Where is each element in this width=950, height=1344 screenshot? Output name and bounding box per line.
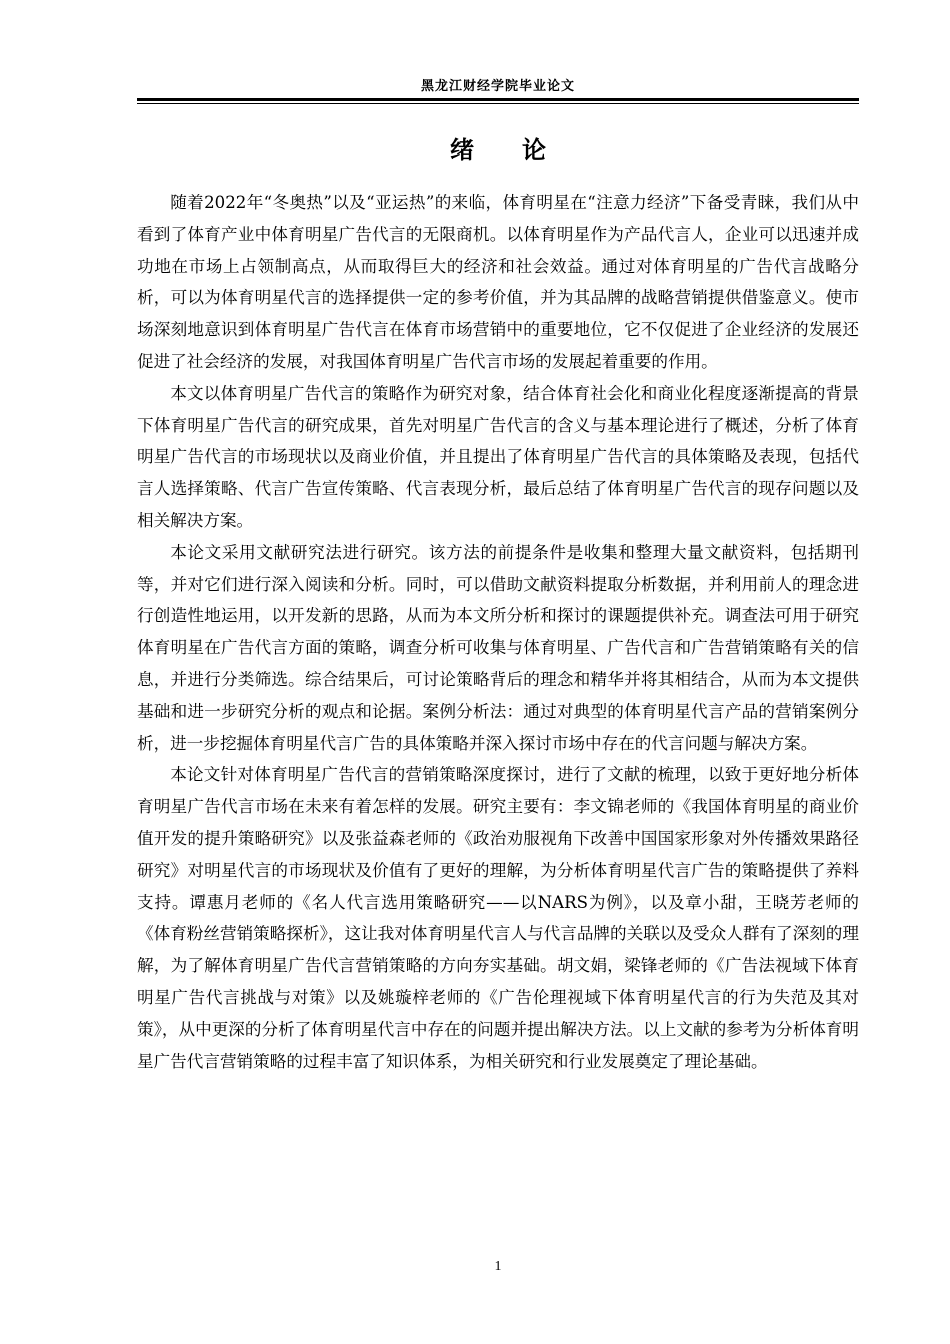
chapter-title: 绪 论 (450, 136, 546, 164)
page-number: 1 (494, 1259, 502, 1274)
paragraph-literature-review: 本论文针对体育明星广告代言的营销策略深度探讨，进行了文献的梳理，以致于更好地分析体育明星广告代言市场在未来有着怎样的发展。研究主要有：李文锦老师的《我国体育明星的商业价值开发的提升策略研究》以及张益森老师的《政治劝服视角下改善中国国家形象对外传播效果路径研究》对明星代言的市场现状及价值有了更好的理解，为分析体育明星代言广告的策略提供了养料支持。谭惠月老师的《名人代言选用策略研究——以NARS为例》，以及章小甜，王晓芳老师的《体育粉丝营销策略探析》，这让我对体育明星代言人与代言品牌的关联以及受众人群有了深刻的理解，为了解体育明星广告代言营销策略的方向夯实基础。胡文娟，梁锋老师的《广告法视域下体育明星广告代言挑战与对策》以及姚璇梓老师的《广告伦理视域下体育明星代言的行为失范及其对策》，从中更深的分析了体育明星代言中存在的问题并提出解决方法。以上文献的参考为分析体育明星广告代言营销策略的过程丰富了知识体系，为相关研究和行业发展奠定了理论基础。 (137, 765, 859, 1071)
body-text (137, 187, 859, 1077)
paragraph-research-methods: 本论文采用文献研究法进行研究。该方法的前提条件是收集和整理大量文献资料，包括期刊等，并对它们进行深入阅读和分析。同时，可以借助文献资料提取分析数据，并利用前人的理念进行创造性地运用，以开发新的思路，从而为本文所分析和探讨的课题提供补充。调查法可用于研究体育明星在广告代言方面的策略，调查分析可收集与体育明星、广告代言和广告营销策略有关的信息，并进行分类筛选。综合结果后，可讨论策略背后的理念和精华并将其相结合，从而为本文提供基础和进一步研究分析的观点和论据。案例分析法：通过对典型的体育明星代言产品的营销案例分析，进一步挖掘体育明星代言广告的具体策略并深入探讨市场中存在的代言问题与解决方案。 (137, 542, 859, 753)
header-rule-thick (137, 98, 859, 101)
header-rule-thin (137, 103, 859, 104)
paragraph-research-object: 本文以体育明星广告代言的策略作为研究对象，结合体育社会化和商业化程度逐渐提高的背景下体育明星广告代言的研究成果，首先对明星广告代言的含义与基本理论进行了概述，分析了体育明星广告代言的市场现状以及商业价值，并且提出了体育明星广告代言的具体策略及表现，包括代言人选择策略、代言广告宣传策略、代言表现分析，最后总结了体育明星广告代言的现存问题以及相关解决方案。 (137, 383, 859, 530)
paragraph-intro-background: 随着2022年“冬奥热”以及“亚运热”的来临，体育明星在“注意力经济”下备受青睐，我们从中看到了体育产业中体育明星广告代言的无限商机。以体育明星作为产品代言人，企业可以迅速并成功地在市场上占领制高点，从而取得巨大的经济和社会效益。通过对体育明星的广告代言战略分析，可以为体育明星代言的选择提供一定的参考价值，并为其品牌的战略营销提供借鉴意义。使市场深刻地意识到体育明星广告代言在体育市场营销中的重要地位，它不仅促进了企业经济的发展还促进了社会经济的发展，对我国体育明星广告代言市场的发展起着重要的作用。 (137, 193, 859, 371)
running-header-title: 黑龙江财经学院毕业论文 (420, 79, 575, 94)
